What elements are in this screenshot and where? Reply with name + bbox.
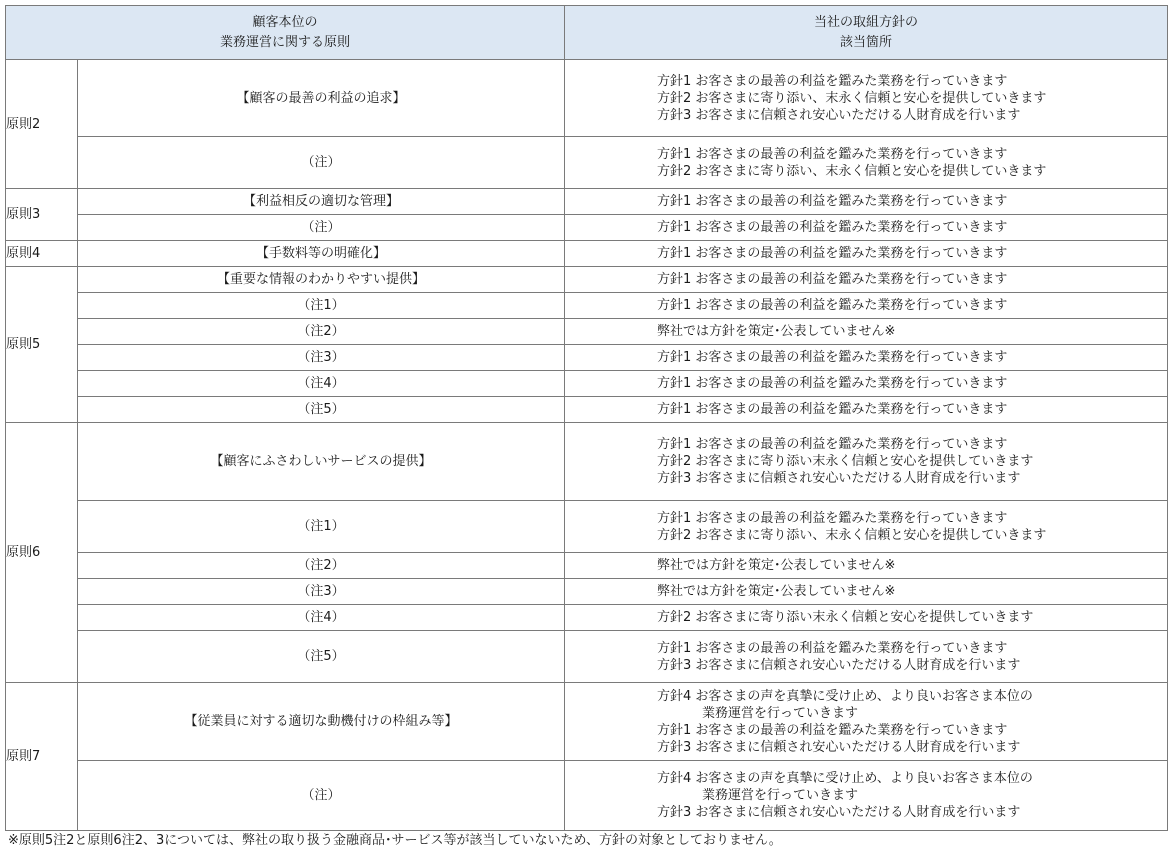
policy-cell — [565, 137, 1168, 189]
principle-label: 原則5 — [6, 267, 78, 423]
principle-column-header: 顧客本位の 業務運営に関する原則 — [6, 6, 565, 60]
policy-line: 方針1 お客さまの最善の利益を鑑みた業務を行っていきます — [657, 350, 1008, 365]
policy-line: 方針1 お客さまの最善の利益を鑑みた業務を行っていきます — [657, 722, 1008, 738]
table-row — [6, 137, 1168, 189]
policy-line: 方針1 お客さまの最善の利益を鑑みた業務を行っていきます — [657, 376, 1008, 391]
policy-line: 方針2 お客さまに寄り添い、末永く信頼と安心を提供していきます — [657, 163, 1047, 179]
table-row — [6, 241, 1168, 267]
principles-table — [5, 5, 1168, 831]
table-row — [6, 683, 1168, 761]
principle-item: （注） — [78, 761, 565, 831]
table-row — [6, 423, 1168, 501]
policy-line: 弊社では方針を策定･公表していません※ — [657, 324, 896, 339]
principle-label: 原則4 — [6, 241, 78, 267]
policy-line: 方針2 お客さまに寄り添い末永く信頼と安心を提供していきます — [657, 610, 1034, 625]
principle-item: （注） — [78, 215, 565, 241]
policy-line: 方針1 お客さまの最善の利益を鑑みた業務を行っていきます — [657, 640, 1008, 656]
principle-item: 【手数料等の明確化】 — [78, 241, 565, 267]
policy-line: 方針1 お客さまの最善の利益を鑑みた業務を行っていきます — [657, 298, 1008, 313]
principle-item: 【重要な情報のわかりやすい提供】 — [78, 267, 565, 293]
principle-item: （注1） — [78, 293, 565, 319]
policy-cell — [565, 631, 1168, 683]
policy-cell — [565, 319, 1168, 345]
policy-line: 方針2 お客さまに寄り添い、末永く信頼と安心を提供していきます — [657, 90, 1047, 106]
principle-item: （注2） — [78, 319, 565, 345]
policy-line: 方針4 お客さまの声を真摯に受け止め、より良いお客さま本位の — [657, 688, 1033, 704]
policy-line: 方針1 お客さまの最善の利益を鑑みた業務を行っていきます — [657, 246, 1008, 261]
table-row — [6, 371, 1168, 397]
table-row — [6, 553, 1168, 579]
principle-item: （注） — [78, 137, 565, 189]
principle-item: （注3） — [78, 579, 565, 605]
policy-line: 方針1 お客さまの最善の利益を鑑みた業務を行っていきます — [657, 220, 1008, 235]
policy-cell — [565, 761, 1168, 831]
principle-item: （注5） — [78, 397, 565, 423]
policy-cell — [565, 501, 1168, 553]
table-row — [6, 605, 1168, 631]
principle-label: 原則7 — [6, 683, 78, 831]
policy-line: 方針3 お客さまに信頼され安心いただける人財育成を行います — [657, 805, 1021, 820]
table-row — [6, 60, 1168, 137]
policy-line: 方針1 お客さまの最善の利益を鑑みた業務を行っていきます — [657, 437, 1008, 452]
policy-line: 方針3 お客さまに信頼され安心いただける人財育成を行います — [657, 657, 1021, 673]
policy-line: 方針3 お客さまに信頼され安心いただける人財育成を行います — [657, 107, 1021, 123]
table-row — [6, 319, 1168, 345]
table-row — [6, 345, 1168, 371]
policy-cell — [565, 345, 1168, 371]
principle-item: （注5） — [78, 631, 565, 683]
policy-line: 方針2 お客さまに寄り添い、末永く信頼と安心を提供していきます — [657, 527, 1047, 543]
policy-line: 方針4 お客さまの声を真摯に受け止め、より良いお客さま本位の — [657, 771, 1033, 786]
policy-line: 方針1 お客さまの最善の利益を鑑みた業務を行っていきます — [657, 510, 1008, 526]
policy-line: 方針3 お客さまに信頼され安心いただける人財育成を行います — [657, 471, 1021, 486]
table-header-row — [6, 6, 1168, 60]
policy-line: 弊社では方針を策定･公表していません※ — [657, 584, 896, 599]
principle-item: （注3） — [78, 345, 565, 371]
policy-line: 方針2 お客さまに寄り添い末永く信頼と安心を提供していきます — [657, 454, 1034, 469]
policy-line: 方針1 お客さまの最善の利益を鑑みた業務を行っていきます — [657, 194, 1008, 209]
policy-cell — [565, 605, 1168, 631]
principle-item: （注4） — [78, 605, 565, 631]
policy-line: 方針3 お客さまに信頼され安心いただける人財育成を行います — [657, 739, 1021, 755]
policy-line: 弊社では方針を策定･公表していません※ — [657, 558, 896, 573]
policy-cell — [565, 397, 1168, 423]
table-row — [6, 293, 1168, 319]
principle-label: 原則6 — [6, 423, 78, 683]
table-row — [6, 631, 1168, 683]
policy-cell — [565, 683, 1168, 761]
principle-item: （注2） — [78, 553, 565, 579]
principle-item: 【利益相反の適切な管理】 — [78, 189, 565, 215]
principle-item: （注4） — [78, 371, 565, 397]
table-row — [6, 579, 1168, 605]
principle-item: 【従業員に対する適切な動機付けの枠組み等】 — [78, 683, 565, 761]
policy-column-header: 当社の取組方針の 該当箇所 — [565, 6, 1168, 60]
policy-line: 方針1 お客さまの最善の利益を鑑みた業務を行っていきます — [657, 146, 1008, 162]
principle-item: 【顧客にふさわしいサービスの提供】 — [78, 423, 565, 501]
table-row — [6, 501, 1168, 553]
policy-cell — [565, 371, 1168, 397]
policy-cell — [565, 423, 1168, 501]
table-row — [6, 189, 1168, 215]
policy-cell — [565, 241, 1168, 267]
footnote: ※原則5注2と原則6注2、3については、弊社の取り扱う金融商品･サービス等が該当していないため、方針の対象としておりません。 — [8, 833, 782, 848]
policy-line: 方針1 お客さまの最善の利益を鑑みた業務を行っていきます — [657, 272, 1008, 287]
principle-label: 原則2 — [6, 60, 78, 189]
policy-cell — [565, 293, 1168, 319]
principle-item: 【顧客の最善の利益の追求】 — [78, 60, 565, 137]
policy-cell — [565, 189, 1168, 215]
policy-line: 方針1 お客さまの最善の利益を鑑みた業務を行っていきます — [657, 402, 1008, 417]
policy-cell — [565, 215, 1168, 241]
policy-cell — [565, 60, 1168, 137]
principle-item: （注1） — [78, 501, 565, 553]
policy-line: 方針1 お客さまの最善の利益を鑑みた業務を行っていきます — [657, 73, 1008, 89]
policy-line: 業務運営を行っていきます — [702, 788, 859, 803]
policy-cell — [565, 553, 1168, 579]
table-row — [6, 215, 1168, 241]
table-row — [6, 267, 1168, 293]
policy-cell — [565, 579, 1168, 605]
policy-cell — [565, 267, 1168, 293]
table-row — [6, 397, 1168, 423]
policy-line: 業務運営を行っていきます — [702, 705, 859, 721]
table-row — [6, 761, 1168, 831]
principle-label: 原則3 — [6, 189, 78, 241]
